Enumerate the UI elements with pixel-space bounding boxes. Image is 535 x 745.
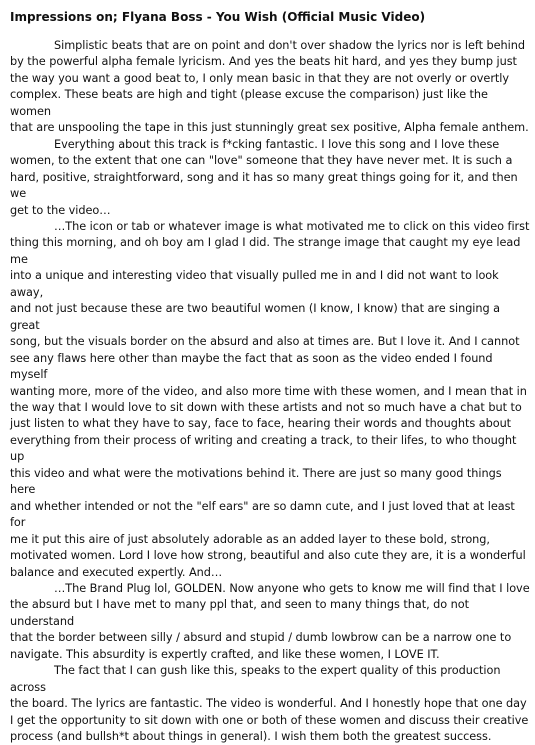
paragraph-intro-beats: Simplistic beats that are on point and don't over shadow the lyrics nor is left behind by the powerful alpha female lyricism. And yes the beats hit hard, and yes they bump just the way you want a good beat to, I only mean basic in that they are not overly or overtly complex. These beats are high and tight (please excuse the comparison) just like the women that are unspooling the tape in this just stunningly great sex positive, Alpha female anthem. [10,39,529,135]
paragraph-conclusion: The fact that I can gush like this, speaks to the expert quality of this production across the board. The lyrics are fantastic. The video is wonderful. And I honestly hope that one day I get the opportunity to sit down with one or both of these women and discuss their creative process (and bullsh*t about things in general). I wish them both the greatest success. [10,664,529,744]
document [10,10,530,745]
paragraph-everything-fantastic: Everything about this track is f*cking fantastic. I love this song and I love these women, to the extent that one can "love" someone that they have never met. It is such a hard, positive, straightforward, song and it has so many great things going for it, and then we get to the video… [10,137,518,217]
paragraph-video-thumbnail: …The icon or tab or whatever image is what motivated me to click on this video first thing this morning, and oh boy am I glad I did. The strange image that caught my eye lead me into a unique and interesting video that visually pulled me in and I did not want to look away, and not just because these are two beautiful women (I know, I know) that are singing a great song, but the visuals border on the absurd and also at times are. But I love it. And I cannot see any flaws here other than maybe the fact that as soon as the video ended I found myself wanting more, more of the video, and also more time with these women, and I mean that in the way that I would love to sit down with these artists and not so much have a chat but to just listen to what they have to say, face to face, hearing their words and thoughts about everything from their process of writing and creating a track, to their lifes, to who thought up this video and what were the motivations behind it. There are just so many good things here and whether intended or not the "elf ears" are so damn cute, and I just loved that at least for me it put this aire of just absolutely adorable as an added layer to these bold, strong, motivated women. Lord I love how strong, beautiful and also cute they are, it is a wonderful balance and executed expertly. And… [10,219,530,579]
document-title: Impressions on; Flyana Boss - You Wish (Official Music Video) [10,10,426,24]
paragraph-brand-plug: …The Brand Plug lol, GOLDEN. Now anyone who gets to know me will find that I love the absurd but I have met to many ppl that, and seen to many things that, do not understand that the border between silly / absurd and stupid / dumb lowbrow can be a narrow one to navigate. This absurdity is expertly crafted, and like these women, I LOVE IT. [10,581,530,661]
